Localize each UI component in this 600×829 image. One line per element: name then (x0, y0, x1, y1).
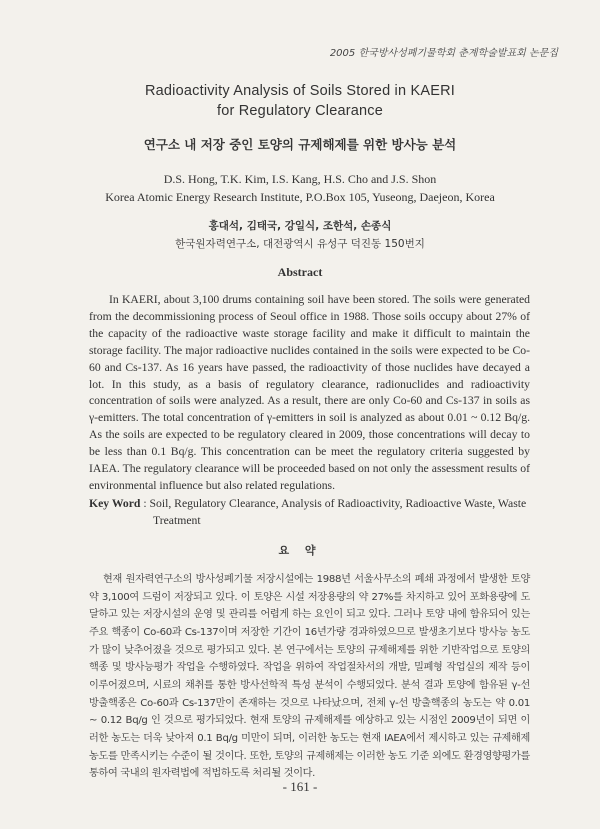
korean-title: 연구소 내 저장 중인 토양의 규제해제를 위한 방사능 분석 (143, 137, 457, 152)
korean-summary-body: 현재 원자력연구소의 방사성폐기물 저장시설에는 1988년 서울사무소의 폐쇄 과정에서 발생한 토양 약 3,100여 드럼이 저장되고 있다. 이 토양은 시설 저장용량의 약 27%를 차지하고 있어 포화용량에 도달하고 있는 저장시설의 운영 및 관리를 어렵게 하는 요인이 되고 있다. 그러나 토양 내에 함유되어 있는 주요 핵종이 Co-60과 Cs-137이며 저장한 기간이 16년가량 경과하였으므로 발생초기보다 방사능 농도가 많이 낮추어졌을 것으로 평가되고 있다. 본 연구에서는 토양의 규제해제를 위한 기반작업으로 토양의 핵종 및 방사능평가 작업을 수행하였다. 작업을 위하여 작업절차서의 개발, 밀폐형 작업실의 제작 등이 이루어졌으며, 시료의 채취를 통한 방사선학적 특성 분석이 수행되었다. 분석 결과 토양에 함유된 γ-선 방출핵종은 Co-60과 Cs-137만이 존재하는 것으로 나타났으며, 전체 γ-선 방출핵종의 농도는 약 0.01 ~ 0.12 Bq/g 인 것으로 평가되었다. 현재 토양의 규제해제를 예상하고 있는 시점인 2009년이 되면 이러한 농도는 더욱 낮아져 0.1 Bq/g 미만이 되며, 이러한 농도는 현재 IAEA에서 제시하고 있는 규제해제 농도를 만족시키는 수준이 될 것이다. 또한, 토양의 규제해제는 이러한 농도 기준 외에도 환경영향평가를 통하여 국내의 원자력법에 적법하도록 처리될 것이다. (89, 574, 530, 780)
keyword-label: Key Word (89, 497, 141, 510)
korean-summary-heading: 요 약 (278, 544, 322, 557)
keyword-block (89, 495, 530, 529)
keyword-line (89, 495, 530, 529)
abstract-heading: Abstract (277, 265, 323, 279)
korean-authors: 홍대석, 김태국, 강일식, 조한석, 손종식 (208, 220, 392, 232)
authors: D.S. Hong, T.K. Kim, I.S. Kang, H.S. Cho and J.S. Shon (163, 172, 437, 186)
affiliation: Korea Atomic Energy Research Institute, P.O.Box 105, Yuseong, Daejeon, Korea (105, 190, 495, 204)
paper-title-line-1: Radioactivity Analysis of Soils Stored in KAERI (144, 83, 455, 99)
abstract-body: In KAERI, about 3,100 drums containing soil have been stored. The soils were generated from the decommissioning process of Seoul office in 1988. Those soils occupy about 27% of the capacity of the radioactive waste storage facility and make it difficult to maintain the storage facility. The major radioactive nuclides contained in the soils were expected to be Co-60 and Cs-137. As 16 years have passed, the radioactivity of those nuclides have decayed a lot. In this study, as a basis of regulatory clearance, radionuclides and radioactivity concentration of soils were analyzed. As a result, there are only Co-60 and Cs-137 in soils as γ-emitters. The total concentration of γ-emitters in soil is analyzed as about 0.01 ~ 0.12 Bq/g. As the soils are expected to be regulatory cleared in 2009, those concentrations will decay to be less than 0.1 Bq/g. This concentration can be meet the regulatory criteria suggested by IAEA. The regulatory clearance will be proceeded based on not only the assessment results of environmental influence but also related regulations. (89, 293, 530, 492)
paper-title-line-2: for Regulatory Clearance (217, 103, 383, 119)
keyword-text: : Soil, Regulatory Clearance, Analysis of Radioactivity, Radioactive Waste, Waste Treatment (143, 497, 527, 527)
page-number: - 161 - (282, 779, 318, 794)
running-head: 2005 한국방사성폐기물학회 춘계학술발표회 논문집 (329, 48, 558, 59)
korean-affiliation: 한국원자력연구소, 대전광역시 유성구 덕진동 150번지 (175, 238, 425, 250)
